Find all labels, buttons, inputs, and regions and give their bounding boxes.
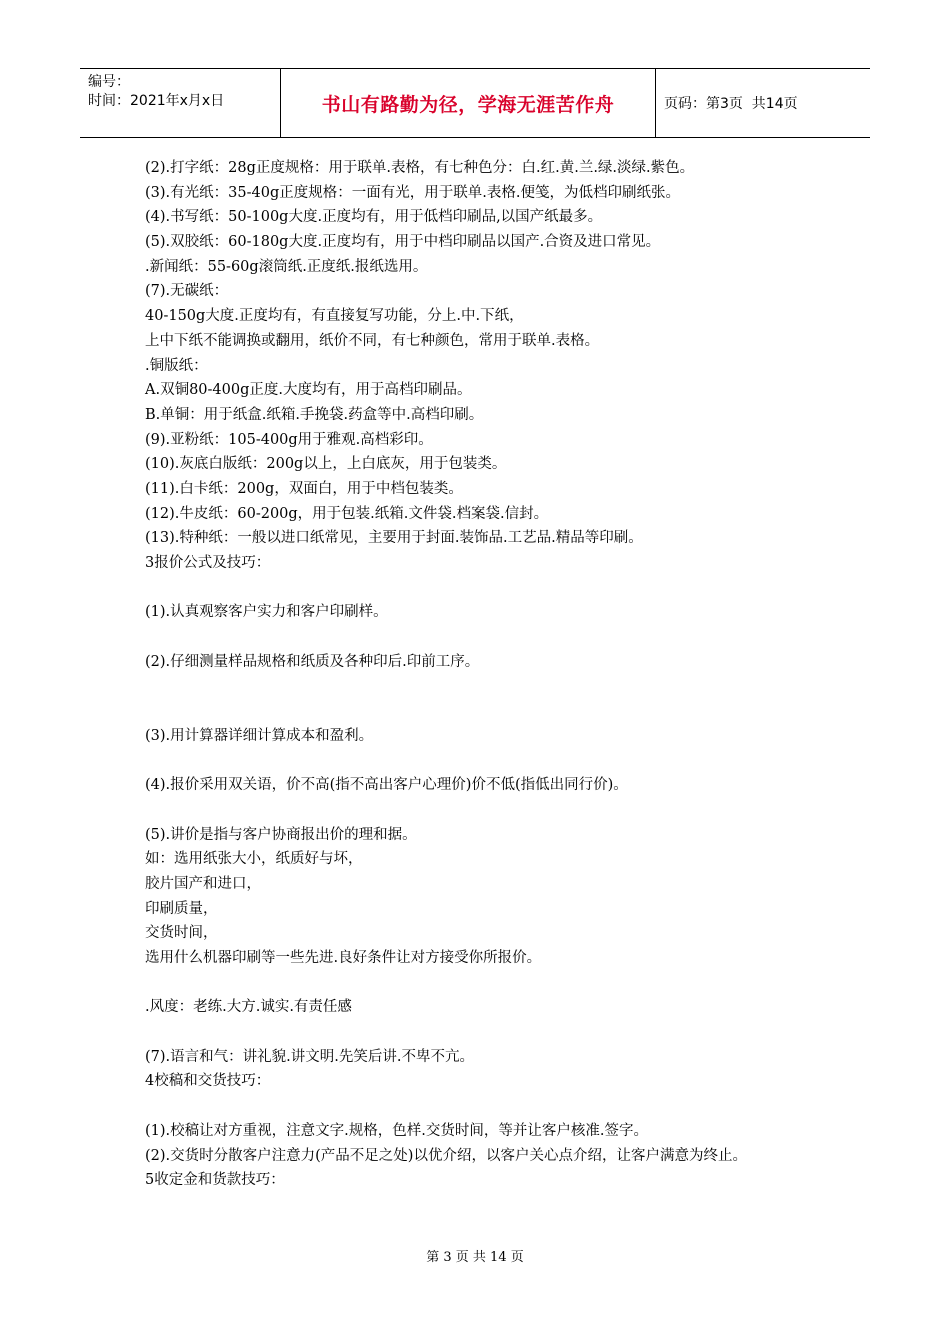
text-line: 印刷质量， bbox=[145, 900, 218, 917]
header-left-cell bbox=[80, 69, 281, 137]
spacer bbox=[145, 625, 825, 650]
number-label: 编号： bbox=[88, 74, 130, 90]
text-line: B.单铜：用于纸盒.纸箱.手挽袋.药盒等中.高档印刷。 bbox=[145, 406, 484, 423]
document-body bbox=[145, 156, 825, 1193]
spacer bbox=[145, 971, 825, 996]
section-heading: 5收定金和货款技巧： bbox=[145, 1172, 285, 1189]
text-line: (2).仔细测量样品规格和纸质及各种印后.印前工序。 bbox=[145, 653, 480, 670]
section-heading: 4校稿和交货技巧： bbox=[145, 1073, 271, 1090]
text-line: A.双铜80-400g正度.大度均有，用于高档印刷品。 bbox=[145, 382, 472, 399]
text-line: (7).无碳纸： bbox=[145, 283, 229, 300]
section-heading: 3报价公式及技巧： bbox=[145, 555, 271, 571]
spacer bbox=[145, 749, 825, 774]
text-line: (1).校稿让对方重视，注意文字.规格，色样.交货时间，等并让客户核准.签字。 bbox=[145, 1122, 648, 1139]
text-line: (13).特种纸：一般以进口纸常见，主要用于封面.装饰品.工艺品.精品等印刷。 bbox=[145, 530, 643, 547]
time-label: 时间：2021年x月x日 bbox=[88, 93, 225, 109]
text-line: .铜版纸： bbox=[145, 357, 208, 374]
text-line: (5).讲价是指与客户协商报出价的理和据。 bbox=[145, 826, 417, 843]
page-footer: 第 3 页 共 14 页 bbox=[426, 1250, 524, 1265]
text-line: (10).灰底白版纸：200g以上，上白底灰，用于包装类。 bbox=[145, 456, 507, 473]
text-line: (9).亚粉纸：105-400g用于雅观.高档彩印。 bbox=[145, 431, 433, 448]
text-line: (12).牛皮纸：60-200g，用于包装.纸箱.文件袋.档案袋.信封。 bbox=[145, 505, 549, 522]
text-line: (1).认真观察客户实力和客户印刷样。 bbox=[145, 604, 388, 621]
header-table bbox=[80, 68, 870, 138]
spacer bbox=[145, 674, 825, 723]
spacer bbox=[145, 1020, 825, 1045]
text-line: 胶片国产和进口， bbox=[145, 875, 261, 892]
spacer bbox=[145, 576, 825, 601]
text-line: (2).打字纸：28g正度规格：用于联单.表格，有七种色分：白.红.黄.兰.绿.淡绿.紫色。 bbox=[145, 160, 695, 176]
text-line: (4).书写纸：50-100g大度.正度均有，用于低档印刷品,以国产纸最多。 bbox=[145, 209, 603, 226]
text-line: 如：选用纸张大小，纸质好与坏， bbox=[145, 851, 363, 868]
text-line: (4).报价采用双关语，价不高(指不高出客户心理价)价不低(指低出同行价)。 bbox=[145, 777, 628, 794]
spacer bbox=[145, 1094, 825, 1119]
text-line: (11).白卡纸：200g，双面白，用于中档包装类。 bbox=[145, 480, 463, 497]
text-line: (3).用计算器详细计算成本和盈利。 bbox=[145, 727, 374, 744]
text-line: .新闻纸：55-60g滚筒纸.正度纸.报纸选用。 bbox=[145, 258, 428, 275]
text-line: 上中下纸不能调换或翻用，纸价不同，有七种颜色，常用于联单.表格。 bbox=[145, 332, 600, 349]
header-motto: 书山有路勤为径，学海无涯苦作舟 bbox=[281, 69, 656, 137]
text-line: (2).交货时分散客户注意力(产品不足之处)以优介绍，以客户关心点介绍，让客户满意为终止。 bbox=[145, 1147, 747, 1164]
text-line: .风度：老练.大方.诚实.有责任感 bbox=[145, 999, 352, 1016]
header-page-info: 页码：第3页 共14页 bbox=[664, 96, 798, 112]
text-line: (3).有光纸：35-40g正度规格：一面有光，用于联单.表格.便笺，为低档印刷纸张。 bbox=[145, 184, 680, 201]
text-line: (7).语言和气：讲礼貌.讲文明.先笑后讲.不卑不亢。 bbox=[145, 1048, 474, 1065]
spacer bbox=[145, 798, 825, 823]
text-line: (5).双胶纸：60-180g大度.正度均有，用于中档印刷品以国产.合资及进口常见。 bbox=[145, 234, 661, 251]
text-line: 选用什么机器印刷等一些先进.良好条件让对方接受你所报价。 bbox=[145, 950, 542, 967]
text-line: 40-150g大度.正度均有，有直接复写功能，分上.中.下纸， bbox=[145, 308, 524, 325]
text-line: 交货时间， bbox=[145, 925, 218, 942]
